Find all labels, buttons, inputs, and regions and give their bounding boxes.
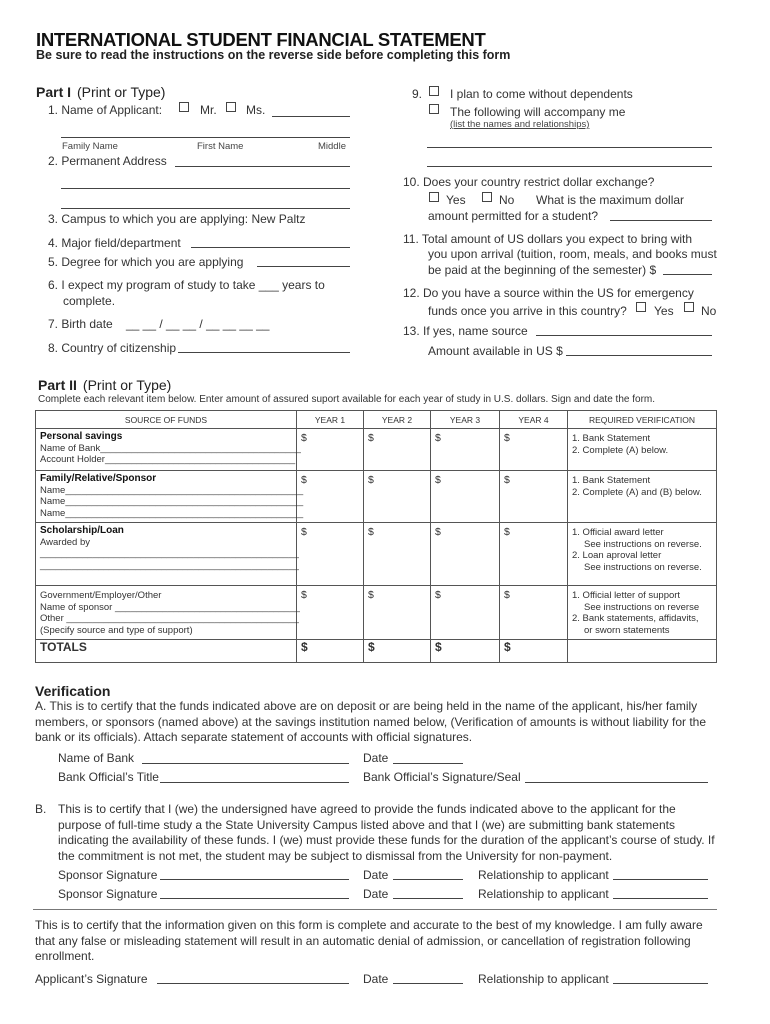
source-cell: [36, 586, 300, 640]
no-dependents-checkbox[interactable]: [429, 86, 439, 96]
year4-amount[interactable]: $: [500, 523, 568, 586]
table-row: [36, 523, 717, 586]
totals-row: [36, 640, 717, 663]
q10-max-label: What is the maximum dollar: [536, 193, 685, 207]
part1-heading: [36, 84, 165, 100]
verification-line: 1. Bank Statement: [572, 433, 651, 444]
applicant-signature-line[interactable]: [157, 983, 349, 984]
restrict-no-checkbox[interactable]: [482, 192, 492, 202]
funds-table: [35, 410, 717, 663]
sponsor-date-label: Date: [363, 887, 389, 901]
q6-label: 6. I expect my program of study to take ___ years to: [48, 278, 325, 292]
applicant-date-label: Date: [363, 972, 389, 986]
verification-line: 1. Bank Statement: [572, 475, 651, 486]
emergency-yes-label: Yes: [654, 304, 674, 318]
applicant-relationship-label: Relationship to applicant: [478, 972, 609, 986]
q7-label: 7. Birth date: [48, 317, 113, 331]
bank-official-title-label: Bank Official’s Title: [58, 770, 159, 784]
ms-label: Ms.: [246, 103, 266, 117]
q10-label: 10. Does your country restrict dollar exchange?: [403, 175, 655, 189]
restrict-yes-label: Yes: [446, 193, 466, 207]
sponsor-relationship-line[interactable]: [613, 879, 708, 880]
q6-label-cont: complete.: [63, 294, 116, 308]
year4-total[interactable]: $: [500, 640, 568, 663]
verification-line: 2. Complete (A) below.: [572, 444, 669, 456]
verification-line: 1. Official award letter: [572, 527, 664, 538]
year1-amount[interactable]: $: [297, 471, 364, 523]
verification-b-text: This is to certify that I (we) the undersigned have agreed to provide the funds indicated above to the applicant for the purpose of full-time study a the State University Campus listed above and that I (we) are submitting bank statements indicating the availability of these funds. I (we) must provide these funds for the duration of the applicant’s course of study. If the commitment is not met, the student may be subject to dismissal from the University for non-payment.: [58, 802, 715, 863]
source-line[interactable]: Name_____________________________________________: [40, 508, 304, 520]
q8-label: 8. Country of citizenship: [48, 341, 177, 355]
sponsor-signature-label: Sponsor Signature: [58, 887, 158, 901]
verification-line: 2. Loan aproval letter: [572, 550, 662, 562]
source-cell: [36, 471, 304, 523]
sponsor-relationship-label: Relationship to applicant: [478, 868, 609, 882]
source-line[interactable]: Name of sponsor ___________________________________: [40, 601, 300, 613]
verification-line: See instructions on reverse.: [584, 538, 702, 550]
bank-official-sig-label: Bank Official’s Signature/Seal: [363, 770, 521, 784]
section-divider: [33, 909, 717, 910]
sponsor-relationship-label: Relationship to applicant: [478, 887, 609, 901]
source-line[interactable]: Account Holder____________________________________: [40, 454, 296, 466]
sponsor-date-line[interactable]: [393, 898, 463, 899]
table-row: [36, 586, 717, 640]
sponsor-date-label: Date: [363, 868, 389, 882]
year3-total[interactable]: $: [431, 640, 500, 663]
part2-heading: [38, 377, 171, 393]
year2-amount[interactable]: $: [364, 471, 431, 523]
middle-name-caption: Middle: [318, 141, 346, 152]
source-line: (Specify source and type of support): [40, 625, 193, 637]
source-title: Scholarship/Loan: [40, 525, 124, 536]
bank-date-line[interactable]: [393, 763, 463, 764]
q11-label-cont: you upon arrival (tuition, room, meals, and books must: [428, 247, 717, 261]
applicant-name-line[interactable]: [61, 137, 350, 138]
q9-option1: I plan to come without dependents: [450, 87, 633, 101]
certify-text: This is to certify that the information given on this form is complete and accurate to the best of my knowledge. I am fully aware that any false or misleading statement will result in an automatic denial of admission, or cancellation of registration following enrollment.: [35, 918, 703, 963]
year2-total[interactable]: $: [364, 640, 431, 663]
year1-amount[interactable]: $: [297, 429, 364, 471]
first-name-caption: First Name: [197, 141, 244, 152]
source-line[interactable]: _________________________________________________: [40, 560, 299, 572]
table-row: [36, 471, 717, 523]
source-line[interactable]: [536, 335, 712, 336]
year3-amount[interactable]: $: [431, 523, 500, 586]
year1-amount[interactable]: $: [297, 523, 364, 586]
emergency-no-checkbox[interactable]: [684, 302, 694, 312]
mr-label: Mr.: [200, 103, 217, 117]
year3-amount[interactable]: $: [431, 586, 500, 640]
col-verification: REQUIRED VERIFICATION: [568, 411, 717, 429]
year2-amount[interactable]: $: [364, 586, 431, 640]
ms-name-line[interactable]: [272, 116, 350, 117]
year3-amount[interactable]: $: [431, 429, 500, 471]
restrict-yes-checkbox[interactable]: [429, 192, 439, 202]
year3-amount[interactable]: $: [431, 471, 500, 523]
verification-a-text: A. This is to certify that the funds indicated above are on deposit or are being held in the name of the applicant, his/her family members, or sponsors (named above) at the savings institution named below, (Verification of amounts is without liability for the bank or its officials). Attach separate statement of accounts with official signatures.: [35, 699, 706, 744]
bank-date-label: Date: [363, 751, 389, 765]
verification-cell: [568, 429, 717, 471]
verification-heading: Verification: [35, 683, 111, 699]
q13-label: 13. If yes, name source: [403, 324, 528, 338]
col-year4: YEAR 4: [500, 411, 568, 429]
sponsor-signature-label: Sponsor Signature: [58, 868, 158, 882]
year4-amount[interactable]: $: [500, 471, 568, 523]
citizenship-line[interactable]: [178, 352, 350, 353]
verification-line: See instructions on reverse: [584, 601, 700, 613]
birth-date-blanks[interactable]: __ __ / __ __ / __ __ __ __: [126, 317, 270, 331]
source-line[interactable]: _________________________________________________: [40, 548, 299, 560]
year4-amount[interactable]: $: [500, 429, 568, 471]
verification-line: 2. Bank statements, affidavits,: [572, 613, 699, 625]
q9-note: (list the names and relationships): [450, 119, 590, 130]
bring-amount-line[interactable]: [663, 274, 712, 275]
sponsor-signature-line[interactable]: [160, 898, 349, 899]
verification-line: 1. Official letter of support: [572, 590, 681, 601]
degree-line[interactable]: [257, 266, 350, 267]
verification-b-label: B.: [35, 802, 47, 816]
source-cell: [36, 523, 297, 586]
verification-total: [568, 640, 717, 663]
q12-label: 12. Do you have a source within the US for emergency: [403, 286, 694, 300]
col-year3: YEAR 3: [431, 411, 500, 429]
q5-label: 5. Degree for which you are applying: [48, 255, 244, 269]
source-line[interactable]: Name of Bank______________________________________: [40, 442, 301, 454]
source-title: Government/Employer/Other: [40, 590, 162, 601]
q9-number: 9.: [412, 87, 423, 101]
part2-heading-label: Part II: [38, 377, 77, 393]
source-line[interactable]: Other ____________________________________________: [40, 613, 299, 625]
q12-label-cont: funds once you arrive in this country?: [428, 304, 627, 318]
q2-label: 2. Permanent Address: [48, 154, 167, 168]
source-line[interactable]: Awarded by: [40, 536, 90, 548]
table-row: [36, 429, 717, 471]
source-title: Personal savings: [40, 431, 123, 442]
dependents-checkbox[interactable]: [429, 104, 439, 114]
restrict-no-label: No: [499, 193, 515, 207]
col-year1: YEAR 1: [297, 411, 364, 429]
source-title: Family/Relative/Sponsor: [40, 473, 157, 484]
source-cell: [36, 429, 301, 471]
q1-label: 1. Name of Applicant:: [48, 103, 163, 117]
year1-amount[interactable]: $: [297, 586, 364, 640]
q10-max-label-cont: amount permitted for a student?: [428, 209, 599, 223]
applicant-date-line[interactable]: [393, 983, 463, 984]
name-of-bank-label: Name of Bank: [58, 751, 135, 765]
address-line-1[interactable]: [175, 166, 350, 167]
address-line-3[interactable]: [61, 208, 350, 209]
major-line[interactable]: [191, 247, 350, 248]
funds-table-header: [36, 411, 717, 429]
verification-cell: [568, 586, 717, 640]
max-amount-line[interactable]: [610, 220, 712, 221]
source-line[interactable]: Name_____________________________________________: [40, 496, 304, 508]
part2-instructions: Complete each relevant item below. Enter amount of assured suport available for each year of study in U.S. dollars. Sign and date the form.: [38, 394, 656, 405]
ms-checkbox[interactable]: [226, 102, 236, 112]
col-year2: YEAR 2: [364, 411, 431, 429]
bank-official-title-line[interactable]: [160, 782, 349, 783]
emergency-yes-checkbox[interactable]: [636, 302, 646, 312]
family-name-caption: Family Name: [62, 141, 118, 152]
sponsor-relationship-line[interactable]: [613, 898, 708, 899]
year2-amount[interactable]: $: [364, 523, 431, 586]
dependents-line-2[interactable]: [427, 166, 712, 167]
verification-line: See instructions on reverse.: [584, 562, 702, 574]
year1-total[interactable]: $: [297, 640, 364, 663]
verification-cell: [568, 471, 717, 523]
year4-amount[interactable]: $: [500, 586, 568, 640]
q3-label: 3. Campus to which you are applying: New Paltz: [48, 212, 306, 226]
amount-available-line[interactable]: [566, 355, 712, 356]
q4-label: 4. Major field/department: [48, 236, 181, 250]
verification-cell: [568, 523, 717, 586]
sponsor-signature-line[interactable]: [160, 879, 349, 880]
applicant-signature-label: Applicant’s Signature: [35, 972, 148, 986]
source-line[interactable]: Name_____________________________________________: [40, 484, 304, 496]
col-source: SOURCE OF FUNDS: [36, 411, 297, 429]
form-title: INTERNATIONAL STUDENT FINANCIAL STATEMENT: [36, 29, 486, 50]
sponsor-date-line[interactable]: [393, 879, 463, 880]
year2-amount[interactable]: $: [364, 429, 431, 471]
totals-label: TOTALS: [36, 640, 297, 663]
bank-official-sig-line[interactable]: [525, 782, 708, 783]
applicant-relationship-line[interactable]: [613, 983, 708, 984]
part2-heading-note: (Print or Type): [82, 377, 172, 393]
part1-heading-label: Part I: [36, 84, 72, 100]
verification-line: or sworn statements: [584, 625, 670, 637]
address-line-2[interactable]: [61, 188, 350, 189]
q11-label-cont2: be paid at the beginning of the semester) $: [428, 263, 657, 277]
form-subtitle: Be sure to read the instructions on the reverse side before completing this form: [36, 48, 511, 62]
q11-label: 11. Total amount of US dollars you expect to bring with: [403, 232, 693, 246]
q13-amount-label: Amount available in US $: [428, 344, 563, 358]
part1-heading-note: (Print or Type): [77, 84, 166, 100]
emergency-no-label: No: [701, 304, 717, 318]
name-of-bank-line[interactable]: [142, 763, 349, 764]
mr-checkbox[interactable]: [179, 102, 189, 112]
q9-option2: The following will accompany me: [450, 105, 626, 119]
dependents-line-1[interactable]: [427, 147, 712, 148]
verification-line: 2. Complete (A) and (B) below.: [572, 486, 702, 498]
